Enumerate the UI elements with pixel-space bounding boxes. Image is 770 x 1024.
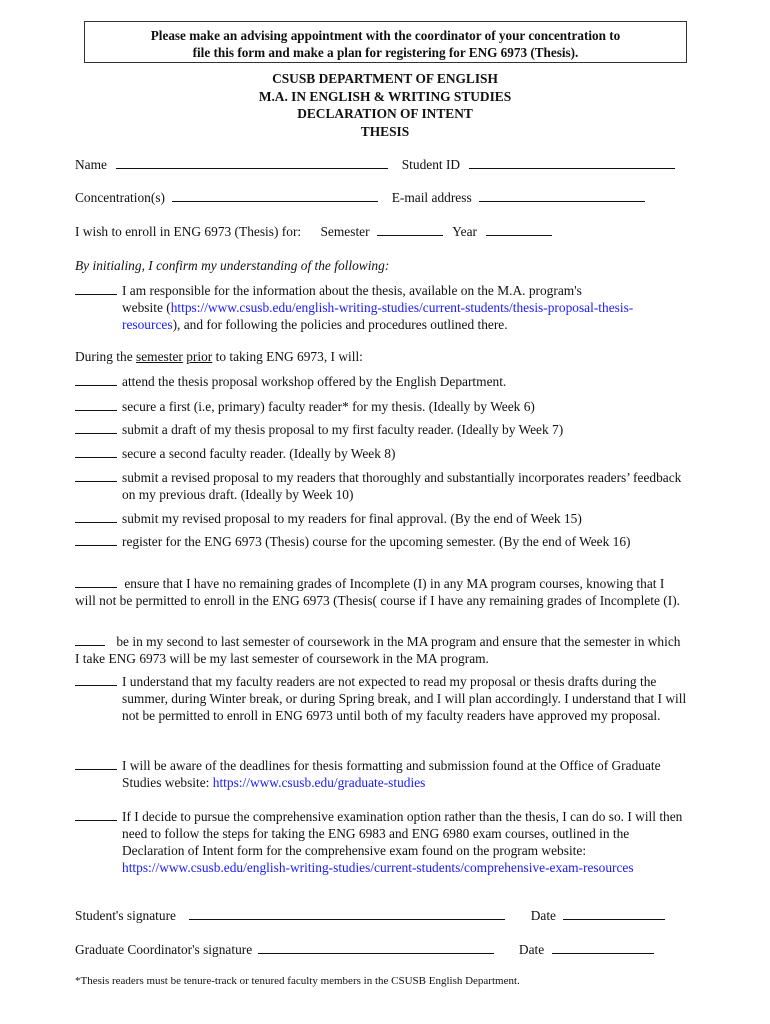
- concentration-row: [75, 190, 645, 206]
- initial-blank[interactable]: [75, 644, 105, 646]
- item-text: secure a first (i.e, primary) faculty reader* for my thesis. (Ideally by Week 6): [122, 399, 535, 414]
- item-text: [122, 757, 687, 791]
- notice-line-1: Please make an advising appointment with the coordinator of your concentration to: [150, 28, 621, 43]
- year-label: Year: [452, 224, 477, 239]
- advising-notice-box: [84, 21, 687, 63]
- item-text: register for the ENG 6973 (Thesis) course for the upcoming semester. (By the end of Week 16): [122, 534, 631, 549]
- coordinator-signature-row: [75, 942, 654, 958]
- form-title-block: [0, 70, 770, 140]
- item-text: be in my second to last semester of coursework in the MA program and ensure that the semester in which I take ENG 6973 will be my last semester of coursework in the MA program.: [75, 634, 681, 666]
- initial-item-comprehensive-exam: [75, 808, 685, 875]
- item-text: [122, 808, 687, 876]
- comprehensive-exam-link[interactable]: https://www.csusb.edu/english-writing-studies/current-students/comprehensive-exam-resources: [122, 860, 634, 875]
- initial-blank[interactable]: [75, 293, 117, 295]
- graduate-studies-link[interactable]: https://www.csusb.edu/graduate-studies: [212, 775, 426, 790]
- during-post: to taking ENG 6973, I will:: [212, 349, 363, 364]
- name-field[interactable]: [116, 167, 388, 169]
- initial-item-revised-proposal: [75, 469, 685, 502]
- student-signature-label: Student's signature: [75, 908, 176, 923]
- department-title: CSUSB DEPARTMENT OF ENGLISH: [272, 71, 498, 86]
- initial-blank[interactable]: [75, 409, 117, 411]
- item-text-prelink: website (: [122, 300, 171, 315]
- notice-line-2: file this form and make a plan for registering for ENG 6973 (Thesis).: [192, 45, 579, 60]
- student-id-label: Student ID: [401, 157, 461, 172]
- concentration-label: Concentration(s): [75, 190, 165, 205]
- item-text: submit my revised proposal to my readers for final approval. (By the end of Week 15): [122, 511, 582, 526]
- deadlines-text: I will be aware of the deadlines for thesis formatting and submission found at the Office of Graduate Studies website:: [122, 758, 661, 790]
- student-date-field[interactable]: [563, 918, 665, 920]
- item-text: I understand that my faculty readers are not expected to read my proposal or thesis drafts during the summer, during Winter break, or during Spring break, and I will plan accordingly. I understand that I will not be permitted to enroll in ENG 6973 until both of my faculty readers have approved my proposal.: [122, 674, 687, 723]
- item-text-postlink: ), and for following the policies and procedures outlined there.: [172, 317, 508, 332]
- initial-item-responsibility: [75, 282, 685, 350]
- initial-item-deadlines: [75, 757, 685, 790]
- coordinator-signature-field[interactable]: [258, 952, 494, 954]
- item-text: submit a draft of my thesis proposal to my first faculty reader. (Ideally by Week 7): [122, 422, 564, 437]
- initial-blank[interactable]: [75, 432, 117, 434]
- student-id-field[interactable]: [469, 167, 675, 169]
- student-date-label: Date: [530, 908, 556, 923]
- enroll-label: I wish to enroll in ENG 6973 (Thesis) for:: [75, 224, 302, 239]
- item-text: ensure that I have no remaining grades of Incomplete (I) in any MA program courses, knowing that I will not be permitted to enroll in the ENG 6973 (Thesis( course if I have any remaining grades of Incomplete (I).: [75, 576, 680, 608]
- concentration-field[interactable]: [172, 200, 378, 202]
- initial-item-draft: [75, 421, 685, 438]
- initial-blank[interactable]: [75, 456, 117, 458]
- initial-blank[interactable]: [75, 521, 117, 523]
- during-underlined-prior: prior: [186, 349, 213, 364]
- thesis-resources-link[interactable]: https://www.csusb.edu/english-writing-studies/current-students/thesis-proposal-thesis-resources: [122, 300, 634, 332]
- item-text: submit a revised proposal to my readers that thoroughly and substantially incorporates readers’ feedback on my previous draft. (Ideally by Week 10): [122, 470, 682, 502]
- comp-text: If I decide to pursue the comprehensive examination option rather than the thesis, I can do so. I will then need to follow the steps for taking the ENG 6983 and ENG 6980 exam courses, outlined in the Declaration of Intent form for the comprehensive exam found on the program website:: [122, 809, 683, 858]
- enroll-row: [75, 224, 552, 240]
- student-signature-field[interactable]: [189, 918, 505, 920]
- initial-blank[interactable]: [75, 684, 117, 686]
- initial-blank[interactable]: [75, 819, 117, 821]
- initial-item-workshop: [75, 373, 685, 390]
- semester-label: Semester: [320, 224, 370, 239]
- item-text: secure a second faculty reader. (Ideally by Week 8): [122, 446, 396, 461]
- initial-blank[interactable]: [75, 544, 117, 546]
- footnote: *Thesis readers must be tenure-track or tenured faculty members in the CSUSB English Department.: [75, 975, 520, 987]
- name-row: [75, 157, 675, 173]
- email-field[interactable]: [479, 200, 645, 202]
- initial-blank[interactable]: [75, 384, 117, 386]
- student-signature-row: [75, 908, 665, 924]
- item-text: attend the thesis proposal workshop offered by the English Department.: [122, 374, 507, 389]
- initial-item-second-reader: [75, 445, 685, 462]
- initial-intro: By initialing, I confirm my understanding of the following:: [75, 258, 390, 273]
- during-pre: During the: [75, 349, 136, 364]
- name-label: Name: [75, 157, 107, 172]
- initial-blank[interactable]: [75, 480, 117, 482]
- program-title: M.A. IN ENGLISH & WRITING STUDIES: [258, 88, 512, 104]
- initial-item-second-last-semester: [75, 633, 685, 667]
- item-text-line1: I am responsible for the information about the thesis, available on the M.A. program's: [122, 283, 582, 298]
- initial-item-summer-reading: [75, 673, 687, 723]
- initial-blank[interactable]: [75, 586, 117, 588]
- initial-item-final-approval: [75, 510, 685, 527]
- item-text: [122, 282, 687, 333]
- coordinator-date-label: Date: [518, 942, 545, 957]
- during-semester-heading: [75, 349, 363, 365]
- initial-item-incomplete: [75, 575, 685, 609]
- initial-blank[interactable]: [75, 768, 117, 770]
- coordinator-signature-label: Graduate Coordinator's signature: [75, 942, 253, 957]
- initial-item-first-reader: [75, 398, 685, 415]
- year-field[interactable]: [486, 234, 552, 236]
- form-title: DECLARATION OF INTENT: [297, 106, 473, 121]
- during-underlined-semester: semester: [136, 349, 183, 364]
- semester-field[interactable]: [377, 234, 443, 236]
- initial-item-register: [75, 533, 685, 550]
- email-label: E-mail address: [391, 190, 472, 205]
- coordinator-date-field[interactable]: [552, 952, 654, 954]
- form-subtitle: THESIS: [360, 123, 410, 139]
